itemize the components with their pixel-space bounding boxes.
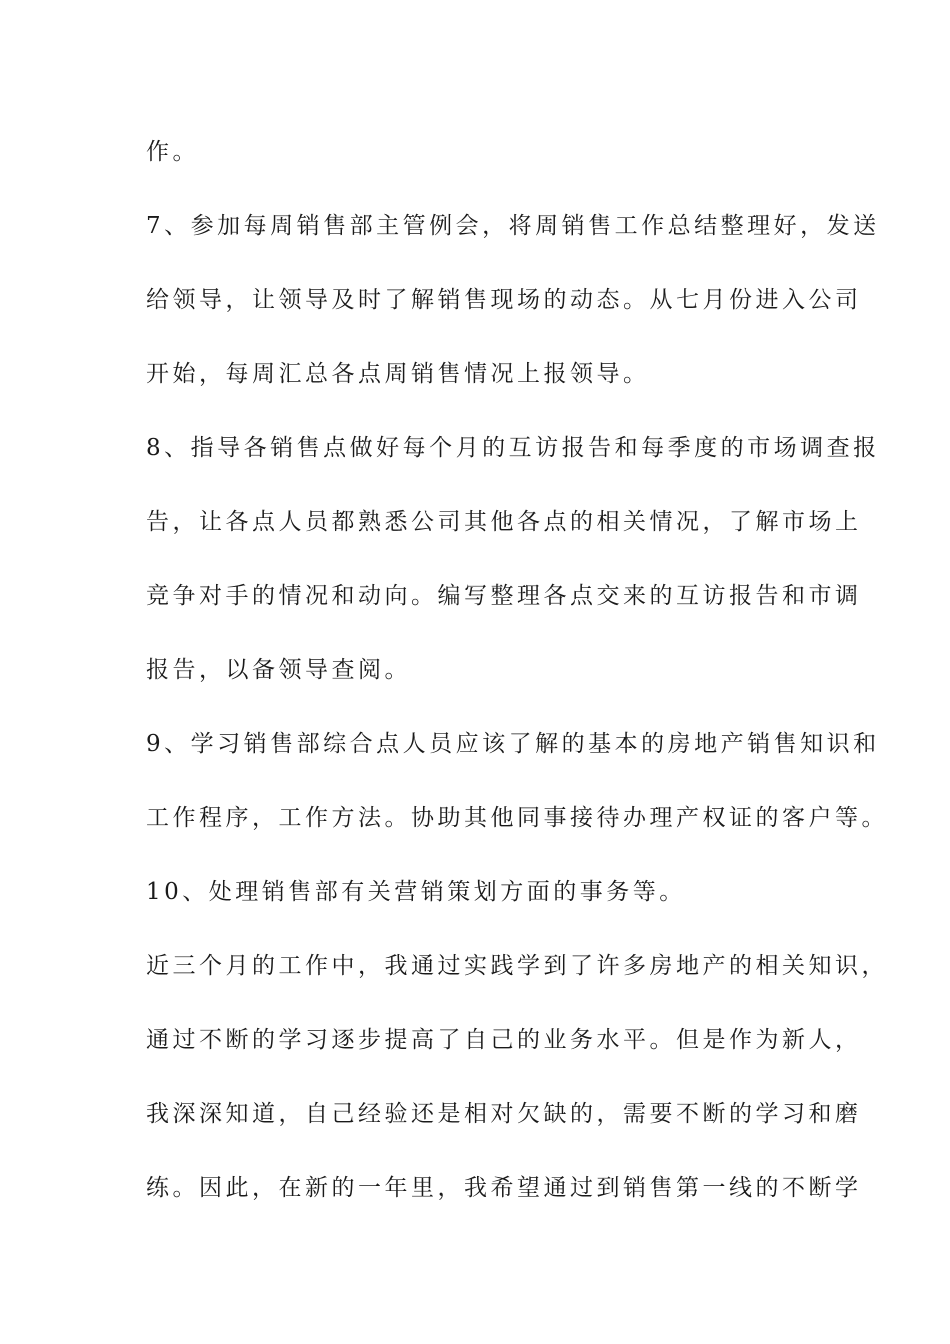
text-line: 告，让各点人员都熟悉公司其他各点的相关情况，了解市场上 [146, 509, 862, 535]
text-line: 9、学习销售部综合点人员应该了解的基本的房地产销售知识和 [146, 731, 880, 757]
text-line: 开始，每周汇总各点周销售情况上报领导。 [146, 361, 650, 387]
text-line: 我深深知道，自己经验还是相对欠缺的，需要不断的学习和磨 [146, 1101, 862, 1127]
text-line: 7、参加每周销售部主管例会，将周销售工作总结整理好，发送 [146, 213, 880, 239]
text-line: 10、处理销售部有关营销策划方面的事务等。 [146, 879, 686, 905]
text-line: 给领导，让领导及时了解销售现场的动态。从七月份进入公司 [146, 287, 862, 313]
text-line: 练。因此，在新的一年里，我希望通过到销售第一线的不断学 [146, 1175, 862, 1201]
text-line: 通过不断的学习逐步提高了自己的业务水平。但是作为新人， [146, 1027, 862, 1053]
text-line: 工作程序，工作方法。协助其他同事接待办理产权证的客户等。 [146, 805, 888, 831]
text-line: 报告，以备领导查阅。 [146, 657, 411, 683]
text-line: 8、指导各销售点做好每个月的互访报告和每季度的市场调查报 [146, 435, 880, 461]
text-line: 竞争对手的情况和动向。编写整理各点交来的互访报告和市调 [146, 583, 862, 609]
text-line: 作。 [146, 139, 199, 165]
text-line: 近三个月的工作中，我通过实践学到了许多房地产的相关知识， [146, 953, 888, 979]
